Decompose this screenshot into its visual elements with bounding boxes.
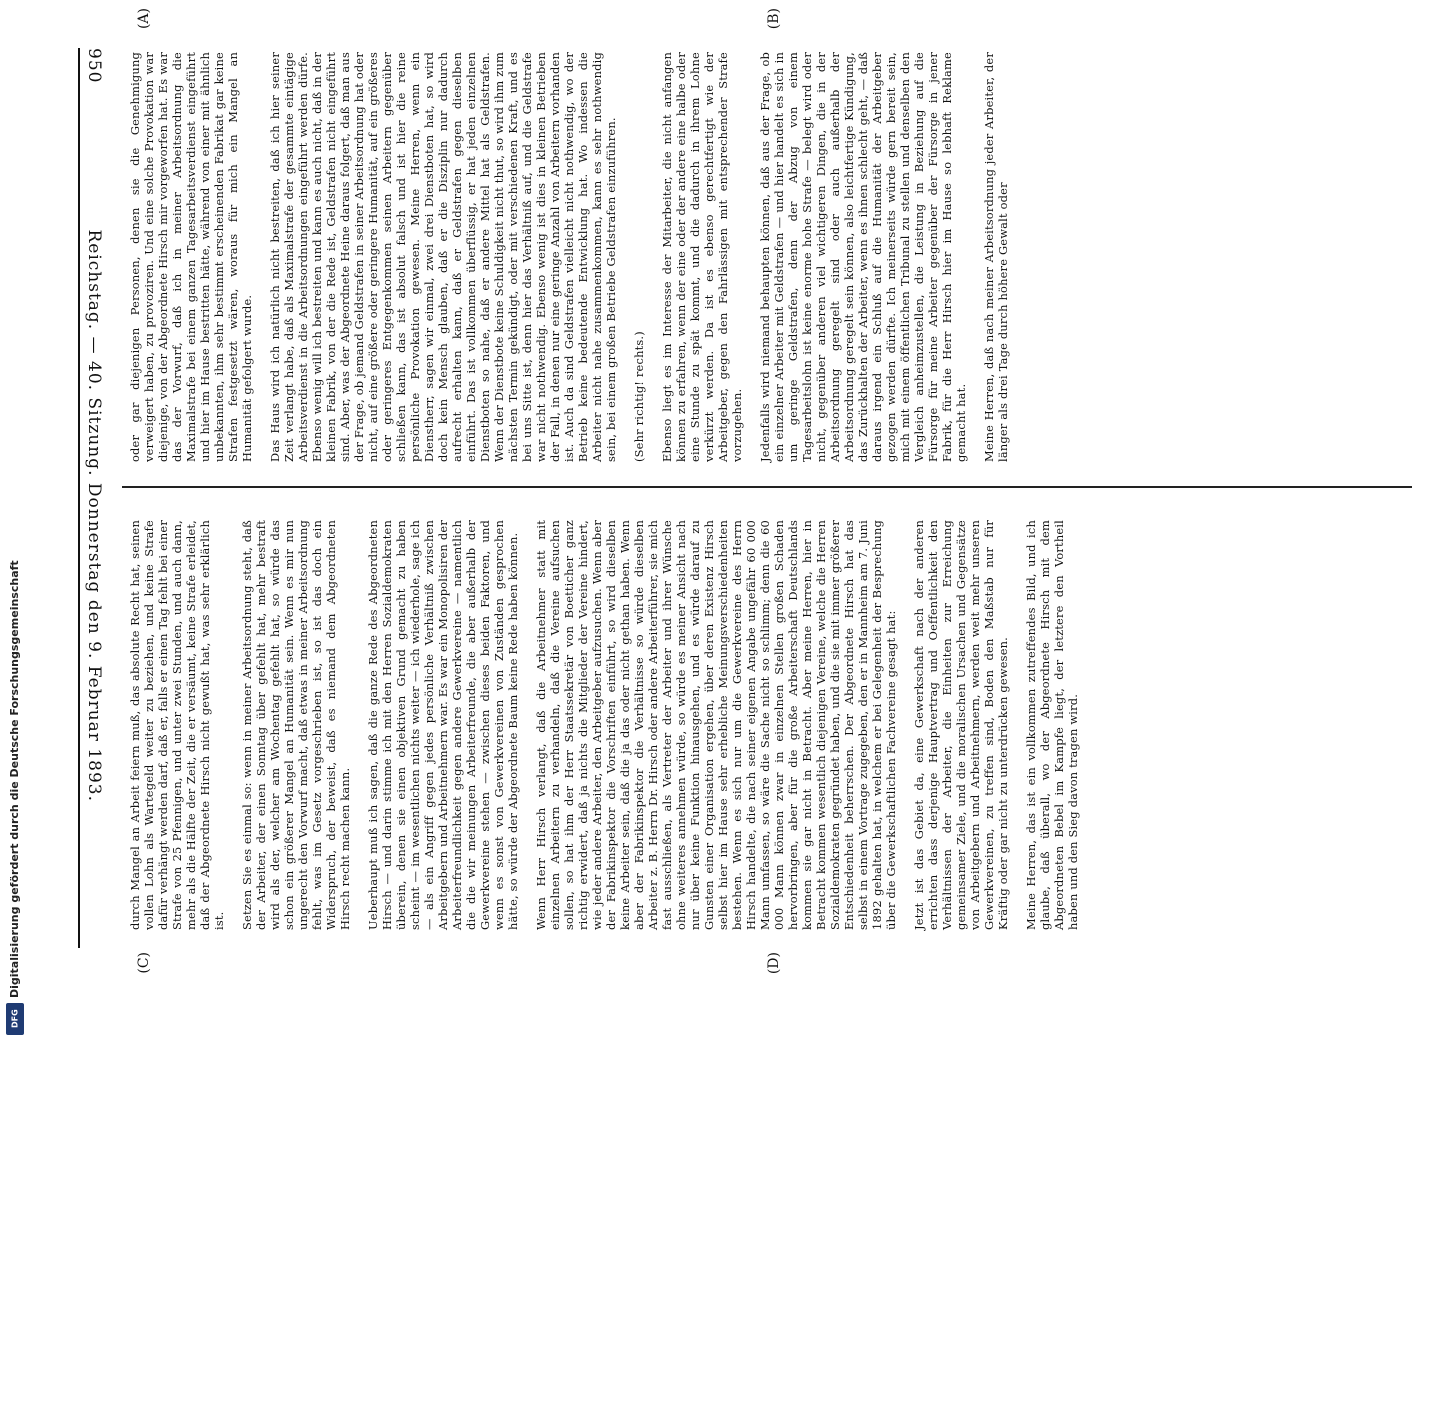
margin-marker-a: (A) bbox=[136, 8, 152, 30]
margin-marker-b: (B) bbox=[766, 8, 782, 30]
credit-text: Digitalisierung gefördert durch die Deutsche Forschungsgemeinschaft bbox=[8, 560, 21, 998]
column-divider bbox=[122, 486, 1412, 488]
text-column-left: oder gar diejenigen Personen, denen sie die Genehmigung verweigert haben, zu provoziren. Und eine solche Provokation war diejenige, von der Abgeordnete Hirsch mir vorgeworfen hat. Es war das der Vorwurf, daß ich in meiner Arbeitsordnung die Maximalstrafe bei einem ganzen Tagesarbeitsverdienst eingeführt und hier im Hause bestritten hätte, während von einer mit ähnlich unbekannten, ihm sehr bestimmt erscheinenden Fabrikat gar keine Strafen festgesetzt wären, woraus für mich ein Mangel an Humanität gefolgert wurde. Das Haus wird ich natürlich nicht bestreiten, daß ich hier seiner Zeit verlangt habe, daß als Maximalstrafe der gesammte eintägige Arbeitsverdienst in die Arbeitsordnungen eingeführt werden dürfe. Ebenso wenig will ich bestreiten und kann es auch nicht, daß in der kleinen Fabrik, von der die Rede ist, Geldstrafen nicht eingeführt sind. Aber, was der Abgeordnete Heine daraus folgert, daß man aus der Frage, ob jemand Geldstrafen in seiner Arbeitsordnung hat oder nicht, auf eine größere oder geringere Humanität, auf ein größeres oder geringeres Entgegenkommen seinen Arbeitern gegenüber schließen kann, das ist absolut falsch und ist hier die reine persönliche Provokation gewesen. Meine Herren, wenn ein Dienstherr, sagen wir einmal, zwei drei Dienstboten hat, so wird doch kein Mensch glauben, daß er die Disziplin nur dadurch aufrecht erhalten kann, daß er Geldstrafen gegen dieselben einführt. Das ist vollkommen überflüssig, er hat jeden einzelnen Dienstboten so nahe, daß er andere Mittel hat als Geldstrafen. Wenn der Dienstbote keine Schuldigkeit nicht thut, so wird ihm zum nächsten Termin gekündigt, oder mit verschiedenen Kraft, und es bei uns Sitte ist, denn hier das Verhältniß auf, und die Geldstrafe war nicht nothwendig. Ebenso wenig ist dies in kleinen Betrieben der Fall, in denen nur eine geringe Anzahl von Arbeitern vorhanden ist. Auch da sind Geldstrafen vielleicht nicht nothwendig, wo der Betrieb keine bedeutende Entwicklung hat. Wo indessen die Arbeiter nicht nahe zusammenkommen, kann es sehr nothwendig sein, bei einem großen Betriebe Geldstrafen einzuführen. (Sehr richtig! rechts.) Ebenso liegt es im Interesse der Mitarbeiter, die nicht anfangen können zu erfahren, wenn der eine oder der andere eine halbe oder eine Stunde zu spät kommt, und die dadurch in ihrem Lohne verkürzt werden. Da ist es ebenso gerechtfertigt wie der Arbeitgeber, gegen den Fahrlässigen mit entsprechender Strafe vorzugehen. Jedenfalls wird niemand behaupten können, daß aus der Frage, ob ein einzelner Arbeiter mit Geldstrafen — und hier handelt es sich in um geringe Geldstrafen, denn der Abzug von einem Tagesarbeitslohn ist keine enorme hohe Strafe — belegt wird oder nicht, gegenüber anderen viel wichtigeren Dingen, die in der Arbeitsordnung geregelt sind oder auch außerhalb der Arbeitsordnung geregelt sein können, also leichtfertige Kündigung, das Zurückhalten der Arbeiter, wenn es ihnen schlecht geht, — daß daraus irgend ein Schluß auf die Humanität der Arbeitgeber gezogen werden dürfte. Ich meinerseits würde gern bereit sein, mich mit einem öffentlichen Tribunal zu stellen und denselben den Vergleich anheimzustellen, die Leistung in Beziehung auf die Fürsorge für meine Arbeiter gegenüber der Fürsorge in jener Fabrik, für die Herr Hirsch hier im Hause so lebhaft Reklame gemacht hat. Meine Herren, daß nach meiner Arbeitsordnung jeder Arbeiter, der länger als drei Tage durch höhere Gewalt oder bbox=[128, 52, 1010, 462]
digitization-credit bbox=[8, 18, 22, 1418]
margin-marker-c: (C) bbox=[136, 952, 152, 974]
page-number: 950 bbox=[84, 48, 104, 84]
text-column-right: durch Mangel an Arbeit feiern muß, das absolute Recht hat, seinen vollen Lohn als Wartegeld weiter zu beziehen, und keine Strafe dafür verhängt werden darf, daß er, falls er einen Tag fehlt bei einer Strafe von 25 Pfennigen, und unter zwei Stunden, und auch dann, mehr als die Hälfte der Zeit, die er versäumt, keine Strafe erleidet, daß der Abgeordnete Hirsch nicht gewußt hat, was sehr erklärlich ist. Setzen Sie es einmal so: wenn in meiner Arbeitsordnung steht, daß der Arbeiter, der einen Sonntag über gefehlt hat, mehr bestraft wird als der, welcher am Wochentag gefehlt hat, so würde das schon ein größerer Mangel an Humanität sein. Wenn es mir nun ungerecht den Vorwurf macht, daß etwas in meiner Arbeitsordnung fehlt, was im Gesetz vorgeschrieben ist, so ist das doch ein Widerspruch, der beweist, daß es niemand dem Abgeordneten Hirsch recht machen kann. Ueberhaupt muß ich sagen, daß die ganze Rede des Abgeordneten Hirsch — und darin stimme ich mit den Herren Sozialdemokraten überein, denen sie einen objektiven Grund gemacht zu haben scheint — im wesentlichen nichts weiter — ich wiederhole, sage ich — als ein Angriff gegen jedes persönliche Verhältniß zwischen Arbeitgebern und Arbeitnehmern war. Es war ein Monopolisiren der Arbeiterfreundlichkeit gegen andere Gewerkvereine — namentlich die die wir meinungen Arbeiterfreunde, die aber außerhalb der Gewerkvereine stehen — zwischen dieses beiden Faktoren, und wenn es sonst von Gewerkvereinen von Zuständen gesprochen hätte, so würde der Abgeordnete Baum keine Rede haben können. Wenn Herr Hirsch verlangt, daß die Arbeitnehmer statt mit einzelnen Arbeitern zu verhandeln, daß die Vereine aufsuchen sollen, so hat ihm der Herr Staatssekretär von Boetticher ganz richtig erwidert, daß ja nichts die Mitglieder der Vereine hindert, wie jeder andere Arbeiter, den Arbeitgeber aufzusuchen. Wenn aber der Fabrikinspektor die Vorschriften einführt, so wird dieselben keine Arbeiter sein, daß die ja das oder nicht gethan haben. Wenn aber der Fabrikinspektor die Verhältnisse so würde dieselben Arbeiter z. B. Herrn Dr. Hirsch oder andere Arbeiterführer, sie mich fast ausschließen, als Vertreter der Arbeiter und ihrer Wünsche ohne weiteres annehmen würde, so würde es meiner Ansicht nach nur über keine Funktion hinausgehen, und es würde darauf zu Gunsten einer Organisation ergehen, über deren Existenz Hirsch selbst hier im Hause sehr erhebliche Meinungsverschiedenheiten bestehen. Wenn es sich nur um die Gewerkvereine des Herrn Hirsch handelte, die nach seiner eigenen Angabe ungefähr 60 000 Mann umfassen, so wäre die Sache nicht so schlimm; denn die 60 000 Mann können zwar in einzelnen Stellen großen Schaden hervorbringen, aber für die große Arbeiterschaft Deutschlands kommen sie gar nicht in Betracht. Aber meine Herren, hier in Betracht kommen wesentlich diejenigen Vereine, welche die Herren Sozialdemokraten gegründet haben, und die sie mit immer größerer Entschiedenheit beherrschen. Der Abgeordnete Hirsch hat das selbst in einem Vortrage zugegeben, den er in Mannheim am 7. Juni 1892 gehalten hat, in welchem er bei Gelegenheit der Besprechung über die Gewerkschaftlichen Fachvereine gesagt hat: Jetzt ist das Gebiet da, eine Gewerkschaft nach der anderen errichten dass derjenige Hauptvertrag und Oeffentlichkeit den Verhältnissen der Arbeiter, die Einheiten zur Erreichung gemeinsamer Ziele, und die moralischen Ursachen und Gegensätze von Arbeitgebern und Arbeitnehmern, werden weit mehr unseren Gewerkvereinen, zu treffen sind, Boden den Maßstab nur für Kräftig oder gar nicht zu unterdrücken gewesen. Meine Herren, das ist ein vollkommen zutreffendes Bild, und ich glaube, daß überall, wo der Abgeordnete Hirsch mit dem Abgeordneten Bebel im Kampfe liegt, der letztere den Vortheil haben und den Sieg davon tragen wird. bbox=[128, 519, 1080, 930]
page-title: Reichstag. — 40. Sitzung. Donnerstag den 9. Februar 1893. bbox=[84, 229, 104, 802]
margin-marker-d: (D) bbox=[766, 952, 782, 975]
page-header bbox=[78, 48, 110, 948]
dfg-logo: DFG bbox=[6, 1003, 24, 1035]
